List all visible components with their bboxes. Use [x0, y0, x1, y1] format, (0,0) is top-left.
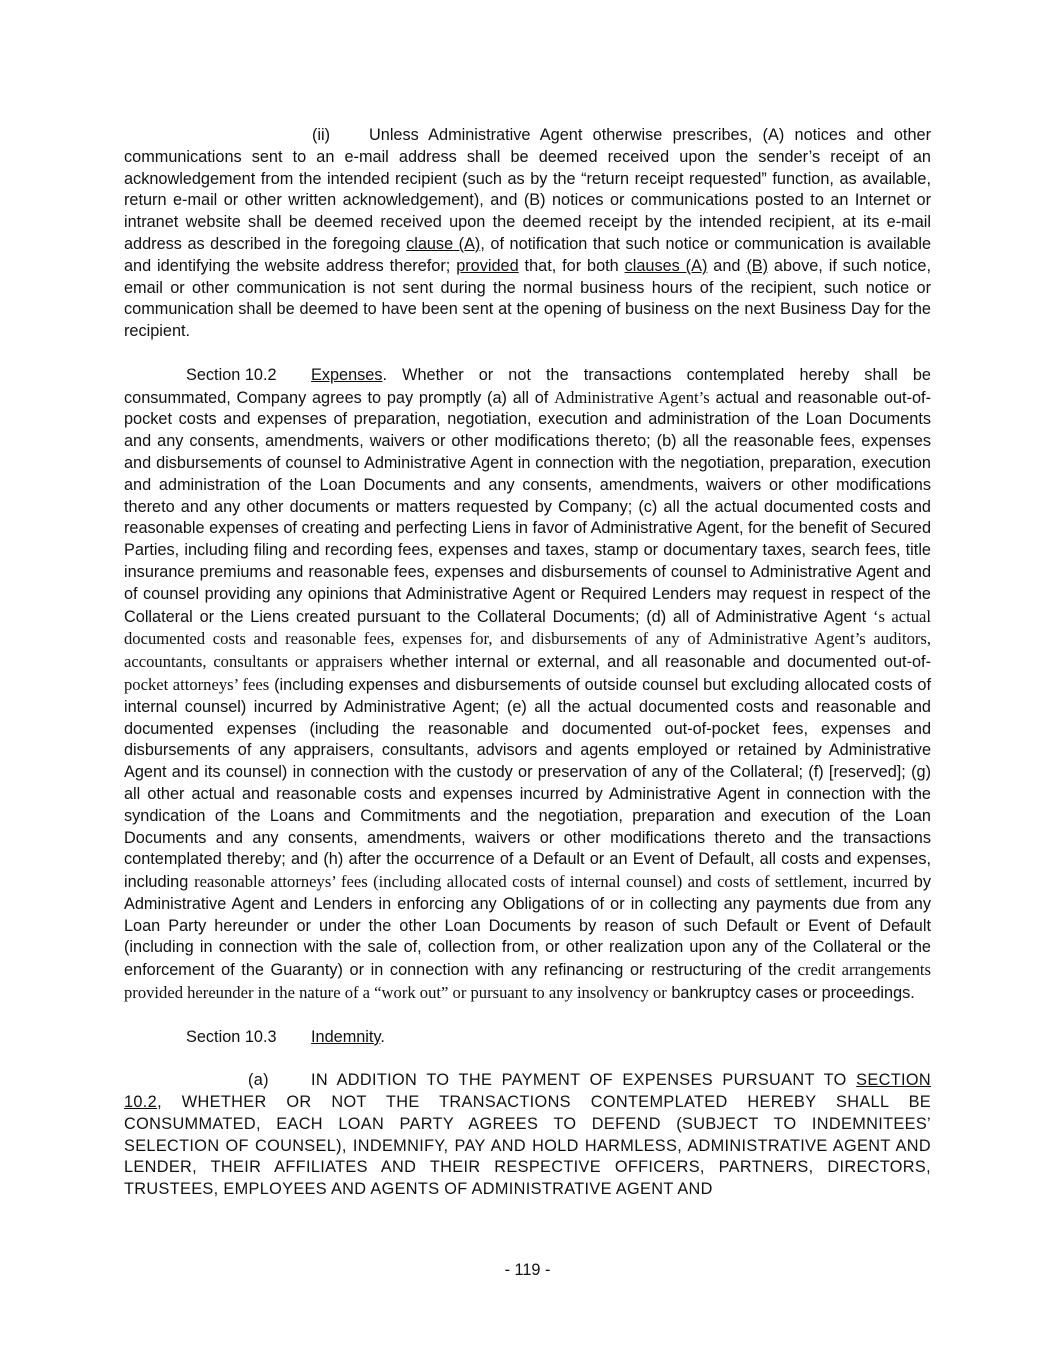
paragraph-ii-label: (ii)	[312, 126, 331, 144]
clause-b-reference: (B)	[746, 256, 769, 275]
section-10-2-text: Whether or not the transactions contemplated hereby shall be consummated, Company agrees to pay promptly (a) all of	[124, 365, 931, 407]
section-10-2-text: actual and reasonable out-of-pocket costs and expenses of preparation, negotiation, execution and administration of the Loan Documents and any consents, amendments, waivers or other modifications thereto; (b) all the reasonable fees, expenses and disbursements of counsel to Administrative Agent in connection with the negotiation, preparation, execution and administration of the Loan Documents and any consents, amendments, waivers or other modifications thereto and any other documents or matters requested by Company; (c) all the actual documented costs and reasonable expenses of creating and perfecting Liens in favor of Administrative Agent, for the benefit of Secured Parties, including filing and recording fees, expenses and taxes, stamp or documentary taxes, search fees, title insurance premiums and reasonable fees, expenses and disbursements of counsel to Administrative Agent and of counsel providing any opinions that Administrative Agent or Required Lenders may request in respect of the Collateral or the Liens created pursuant to the Collateral Documents; (d) all of Administrative Agent	[124, 388, 931, 626]
section-10-2-text: Administrative Agent’s	[554, 387, 710, 407]
section-10-2-text: credit arrangements provided hereunder in the nature of a “work out” or pursuant to any insolvency or	[124, 960, 931, 1003]
section-10-3-heading-punct: .	[380, 1027, 385, 1046]
provided-term: provided	[456, 256, 519, 275]
section-10-3-heading: Indemnity	[311, 1027, 381, 1046]
section-10-2-text: whether internal or external, and all reasonable and documented out-of-	[382, 653, 931, 672]
section-10-3	[124, 1027, 931, 1049]
clause-a-reference: clause (A)	[406, 234, 481, 253]
paragraph-a	[124, 1070, 931, 1201]
section-10-2-text: reasonable attorneys’ fees (including allocated costs of internal counsel) and costs of settlement, incurred	[194, 872, 908, 892]
document-page	[124, 125, 931, 1201]
section-10-2-text: bankruptcy cases or proceedings.	[666, 984, 915, 1003]
paragraph-a-text: , WHETHER OR NOT THE TRANSACTIONS CONTEMPLATED HEREBY SHALL BE CONSUMMATED, EACH LOAN PARTY AGREES TO DEFEND (SUBJECT TO INDEMNITEES’ SELECTION OF COUNSEL), INDEMNIFY, PAY AND HOLD HARMLESS, ADMINISTRATIVE AGENT AND LENDER, THEIR AFFILIATES AND THEIR RESPECTIVE OFFICERS, PARTNERS, DIRECTORS, TRUSTEES, EMPLOYEES AND AGENTS OF ADMINISTRATIVE AGENT AND	[124, 1093, 931, 1199]
clauses-a-reference: clauses (A)	[624, 256, 708, 275]
paragraph-ii-text: , of notification that such notice or communication is available and identifying the website address therefor;	[124, 234, 931, 275]
section-10-2-text: ‘s actual documented costs and reasonable fees, expenses for, and disbursements of any of Administrative Agent’s auditors, accountants, consultants or appraisers	[124, 606, 931, 672]
paragraph-ii-text: and	[707, 256, 747, 275]
section-10-2-text: by Administrative Agent and Lenders in enforcing any Obligations of or in collecting any payments due from any Loan Party hereunder or under the other Loan Documents by reason of such Default or Event of Default (including in connection with the sale of, collection from, or other realization upon any of the Collateral or the enforcement of the Guaranty) or in connection with any refinancing or restructuring of the	[124, 873, 931, 980]
section-10-3-number: Section 10.3	[186, 1027, 277, 1046]
section-10-2-heading: Expenses	[311, 365, 383, 384]
paragraph-a-text: IN ADDITION TO THE PAYMENT OF EXPENSES PURSUANT TO	[311, 1071, 857, 1090]
section-10-2-text: pocket attorneys’ fees	[124, 674, 270, 694]
page-number: - 119 -	[504, 1261, 551, 1279]
section-10-2-text: (including expenses and disbursements of outside counsel but excluding allocated costs of internal counsel) incurred by Administrative Agent; (e) all the actual documented costs and reasonable and documented expenses (including the reasonable and documented out-of-pocket fees, expenses and disbursements of any appraisers, consultants, advisors and agents employed or retained by Administrative Agent and its counsel) in connection with the custody or preservation of any of the Collateral; (f) [reserved]; (g) all other actual and reasonable costs and expenses incurred by Administrative Agent in connection with the syndication of the Loans and Commitments and the negotiation, preparation and execution of the Loan Documents and any consents, amendments, waivers or other modifications thereto and the transactions contemplated thereby; and (h) after the occurrence of a Default or an Event of Default, all costs and expenses, including	[124, 675, 931, 892]
section-10-2-heading-punct: .	[382, 365, 388, 384]
section-10-2-reference: SECTION 10.2	[124, 1071, 931, 1112]
section-10-2-number: Section 10.2	[186, 365, 277, 384]
paragraph-ii-text: above, if such notice, email or other communication is not sent during the normal business hours of the recipient, such notice or communication shall be deemed to have been sent at the opening of business on the next Business Day for the recipient.	[124, 256, 931, 341]
paragraph-ii	[124, 125, 931, 343]
paragraph-ii-text: that, for both	[518, 256, 625, 275]
section-10-2	[124, 365, 931, 1005]
paragraph-ii-text: Unless Administrative Agent otherwise prescribes, (A) notices and other communications sent to an e-mail address shall be deemed received upon the sender’s receipt of an acknowledgement from the intended recipient (such as by the “return receipt requested” function, as available, return e-mail or other written acknowledgement), and (B) notices or communications posted to an Internet or intranet website shall be deemed received upon the deemed receipt by the intended recipient, at its e-mail address as described in the foregoing	[124, 126, 931, 253]
paragraph-a-label: (a)	[248, 1071, 269, 1090]
